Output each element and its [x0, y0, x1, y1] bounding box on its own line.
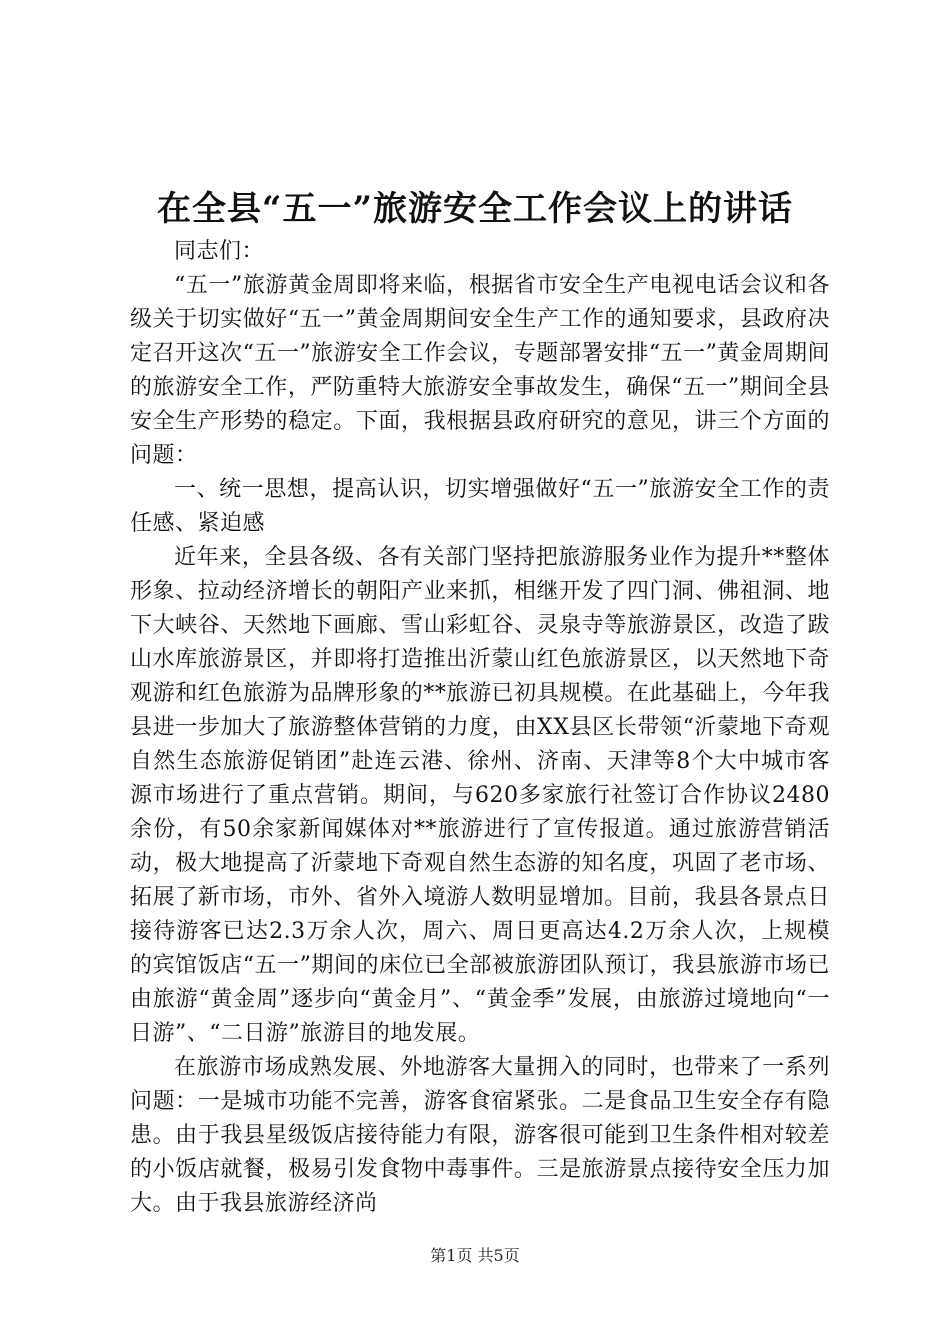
intro-paragraph: “五一”旅游黄金周即将来临，根据省市安全生产电视电话会议和各级关于切实做好“五一”黄金周期间安全生产工作的通知要求，县政府决定召开这次“五一”旅游安全工作会议，专题部署安排“五一”黄金周期间的旅游安全工作，严防重特大旅游安全事故发生，确保“五一”期间全县安全生产形势的稳定。下面，我根据县政府研究的意见，讲三个方面的问题： — [130, 273, 830, 468]
document-body — [130, 235, 830, 1221]
document-title: 在全县“五一”旅游安全工作会议上的讲话 — [156, 189, 794, 229]
body-paragraph: 近年来，全县各级、各有关部门坚持把旅游服务业作为提升**整体形象、拉动经济增长的朝阳产业来抓，相继开发了四门洞、佛祖洞、地下大峡谷、天然地下画廊、雪山彩虹谷、灵泉寺等旅游景区，改造了跋山水库旅游景区，并即将打造推出沂蒙山红色旅游景区，以天然地下奇观游和红色旅游为品牌形象的**旅游已初具规模。在此基础上，今年我县进一步加大了旅游整体营销的力度，由XX县区长带领“沂蒙地下奇观自然生态旅游促销团”赴连云港、徐州、济南、天津等8个大中城市客源市场进行了重点营销。期间，与620多家旅行社签订合作协议2480余份，有50余家新闻媒体对**旅游进行了宣传报道。通过旅游营销活动，极大地提高了沂蒙地下奇观自然生态游的知名度，巩固了老市场、拓展了新市场，市外、省外入境游人数明显增加。目前，我县各景点日接待游客已达2.3万余人次，周六、周日更高达4.2万余人次，上规模的宾馆饭店“五一”期间的床位已全部被旅游团队预订，我县旅游市场已由旅游“黄金周”逐步向“黄金月”、“黄金季”发展，由旅游过境地向“一日游”、“二日游”旅游目的地发展。 — [130, 545, 830, 1046]
body-paragraph: 在旅游市场成熟发展、外地游客大量拥入的同时，也带来了一系列问题：一是城市功能不完善，游客食宿紧张。二是食品卫生安全存有隐患。由于我县星级饭店接待能力有限，游客很可能到卫生条件相对较差的小饭店就餐，极易引发食物中毒事件。三是旅游景点接待安全压力加大。由于我县旅游经济尚 — [130, 1055, 830, 1216]
salutation-paragraph: 同志们： — [174, 239, 265, 264]
page-footer: 第1页 共5页 — [430, 1246, 520, 1265]
section-heading: 一、统一思想，提高认识，切实增强做好“五一”旅游安全工作的责任感、紧迫感 — [130, 477, 830, 536]
